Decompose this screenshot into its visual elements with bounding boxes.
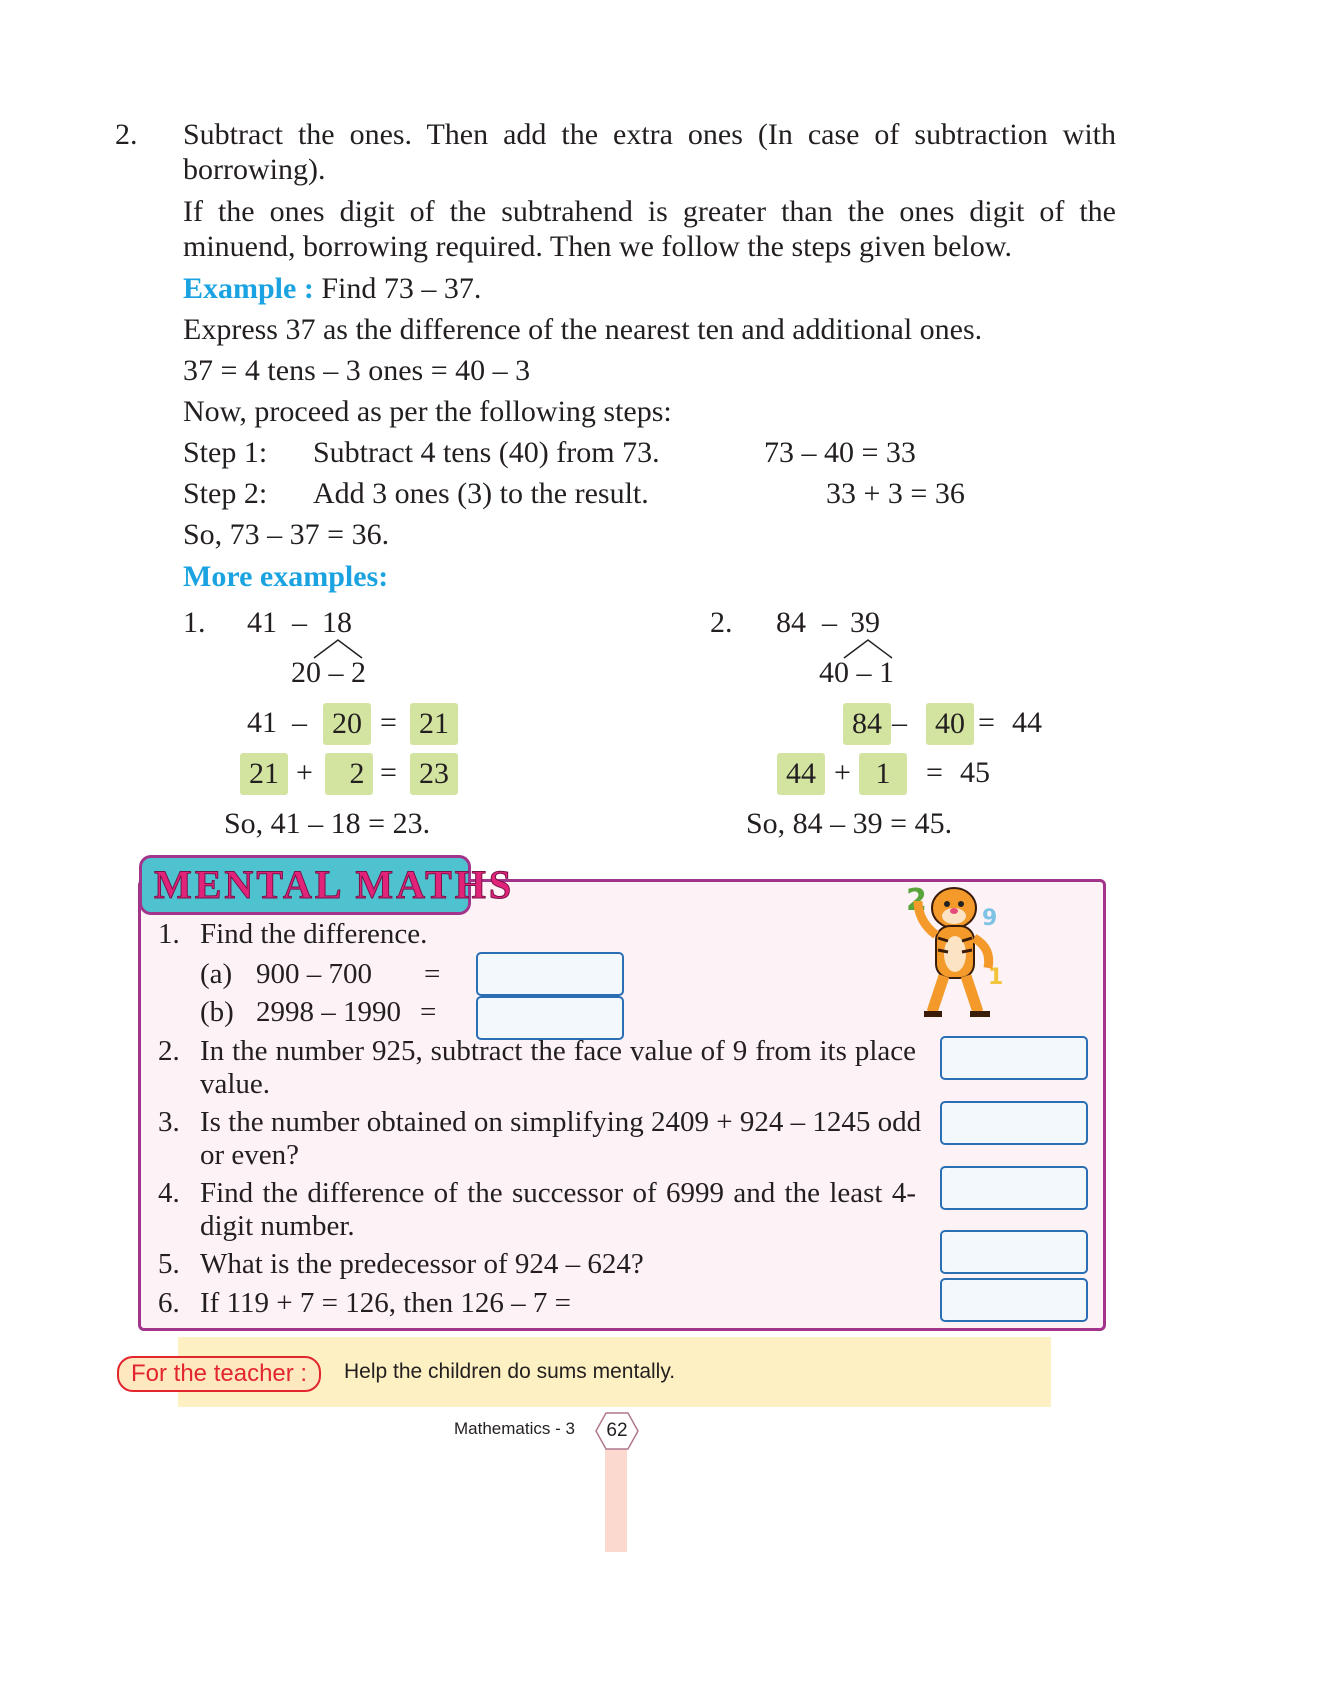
ex1-row2-b: 2 <box>349 757 365 790</box>
page-number: 62 <box>606 1420 628 1441</box>
mm-q5-text: What is the predecessor of 924 – 624? <box>200 1248 644 1280</box>
ex2-row2-a-box <box>777 753 825 795</box>
example-problem: Find 73 – 37. <box>321 272 482 305</box>
ex1-row2-b-box <box>325 753 373 795</box>
ex2-row2-c: 45 <box>960 756 990 789</box>
ex1-split: 20 – 2 <box>291 656 366 689</box>
mm-q3-line2: or even? <box>200 1139 300 1171</box>
mm-q3-line1: Is the number obtained on simplifying 2409 + 924 – 1245 odd <box>200 1106 922 1138</box>
ex2-row1-op: – <box>892 706 907 739</box>
ex1-row1-c-box <box>410 703 458 745</box>
ex2-row1-eq: = <box>978 706 995 739</box>
teacher-note-text: Help the children do sums mentally. <box>344 1360 676 1383</box>
svg-text:1: 1 <box>988 965 1004 990</box>
ex1-result: So, 41 – 18 = 23. <box>224 807 431 840</box>
ex2-a: 84 <box>776 606 806 639</box>
step2-calc: 33 + 3 = 36 <box>826 477 965 510</box>
example-result: So, 73 – 37 = 36. <box>183 518 390 551</box>
ex1-row2-c: 23 <box>419 757 449 790</box>
mm-q1b-expr: 2998 – 1990 <box>256 996 401 1028</box>
ex2-row2-b-box <box>859 753 907 795</box>
ex1-a: 41 <box>247 606 277 639</box>
mm-q1-text: Find the difference. <box>200 918 428 950</box>
ex2-row2-eq: = <box>926 756 943 789</box>
tiger-mascot-icon <box>900 880 1010 1025</box>
footer-book-title: Mathematics - 3 <box>454 1419 575 1438</box>
point2-line3: If the ones digit of the subtrahend is greater than the ones digit of the <box>183 195 1116 228</box>
mm-q1a-expr: 900 – 700 <box>256 958 372 990</box>
teacher-note-label: For the teacher : <box>117 1356 321 1392</box>
ex1-row2-eq: = <box>380 756 397 789</box>
ex2-row1-c: 44 <box>1012 706 1042 739</box>
mm-q5-answer-box[interactable] <box>940 1230 1088 1274</box>
proceed-line: Now, proceed as per the following steps: <box>183 395 672 428</box>
step1-label: Step 1: <box>183 436 268 469</box>
mm-q3-number: 3. <box>158 1106 180 1138</box>
point2-line4: minuend, borrowing required. Then we follow the steps given below. <box>183 230 1012 263</box>
step1-calc: 73 – 40 = 33 <box>764 436 916 469</box>
step2-label: Step 2: <box>183 477 268 510</box>
mm-q2-number: 2. <box>158 1035 180 1067</box>
ex1-number: 1. <box>183 606 206 639</box>
mm-q1b-answer-box[interactable] <box>476 996 624 1040</box>
svg-text:9: 9 <box>982 906 998 931</box>
ex2-split: 40 – 1 <box>819 656 894 689</box>
ex2-result: So, 84 – 39 = 45. <box>746 807 953 840</box>
mm-q4-line1: Find the difference of the successor of 6999 and the least 4- <box>200 1177 916 1209</box>
mm-q2-answer-box[interactable] <box>940 1036 1088 1080</box>
mm-q1b-eq: = <box>420 996 437 1028</box>
ex2-b: 39 <box>850 606 880 639</box>
svg-text:2: 2 <box>906 883 927 918</box>
ex2-row1-a-box <box>843 703 891 745</box>
mm-q1a-eq: = <box>424 958 441 990</box>
mm-q1a-answer-box[interactable] <box>476 952 624 996</box>
ex1-row2-a-box <box>240 753 288 795</box>
ex2-minus: – <box>822 606 837 639</box>
mm-q4-number: 4. <box>158 1177 180 1209</box>
ex1-minus: – <box>292 606 307 639</box>
mm-q6-text: If 119 + 7 = 126, then 126 – 7 = <box>200 1287 571 1319</box>
ex2-row2-op: + <box>834 756 851 789</box>
step1-text: Subtract 4 tens (40) from 73. <box>313 436 660 469</box>
ex1-row1-eq: = <box>380 706 397 739</box>
mental-maths-title-tab <box>139 855 515 915</box>
step2-text: Add 3 ones (3) to the result. <box>313 477 649 510</box>
mm-q2-line2: value. <box>200 1068 271 1100</box>
ex1-row1-c: 21 <box>419 707 449 740</box>
mm-q6-number: 6. <box>158 1287 180 1319</box>
mm-q1a-label: (a) <box>200 958 233 990</box>
ex1-row1-a: 41 <box>247 706 277 739</box>
express-line: Express 37 as the difference of the nearest ten and additional ones. <box>183 313 983 346</box>
mm-q6-answer-box[interactable] <box>940 1278 1088 1322</box>
mm-q4-answer-box[interactable] <box>940 1166 1088 1210</box>
mm-q5-number: 5. <box>158 1248 180 1280</box>
ex1-row2-c-box <box>410 753 458 795</box>
mm-q3-answer-box[interactable] <box>940 1101 1088 1145</box>
footer-ribbon <box>605 1447 627 1552</box>
ex2-row2-a: 44 <box>786 757 816 790</box>
mm-q1b-label: (b) <box>200 996 234 1028</box>
example-label: Example : <box>183 272 314 305</box>
more-examples-title: More examples: <box>183 560 389 593</box>
point-number: 2. <box>115 118 138 151</box>
mental-maths-title: MENTAL MATHS <box>154 862 515 907</box>
mm-q2-line1: In the number 925, subtract the face value of 9 from its place <box>200 1035 916 1067</box>
ex1-row1-op: – <box>292 706 307 739</box>
ex2-row2-b: 1 <box>875 757 891 790</box>
ex1-row1-b: 20 <box>332 707 362 740</box>
decompose-line: 37 = 4 tens – 3 ones = 40 – 3 <box>183 354 531 387</box>
ex2-row1-a: 84 <box>852 707 882 740</box>
ex2-row1-b-box <box>926 703 974 745</box>
point2-line1: Subtract the ones. Then add the extra ones (In case of subtraction with <box>183 118 1116 151</box>
ex1-row2-op: + <box>296 756 313 789</box>
example-line <box>183 272 481 306</box>
point2-line2: borrowing). <box>183 153 326 186</box>
ex2-number: 2. <box>710 606 733 639</box>
ex1-b: 18 <box>322 606 352 639</box>
ex1-row2-a: 21 <box>249 757 279 790</box>
ex2-row1-b: 40 <box>935 707 965 740</box>
mm-q4-line2: digit number. <box>200 1210 355 1242</box>
mm-q1-number: 1. <box>158 918 180 950</box>
ex1-row1-b-box <box>323 703 371 745</box>
